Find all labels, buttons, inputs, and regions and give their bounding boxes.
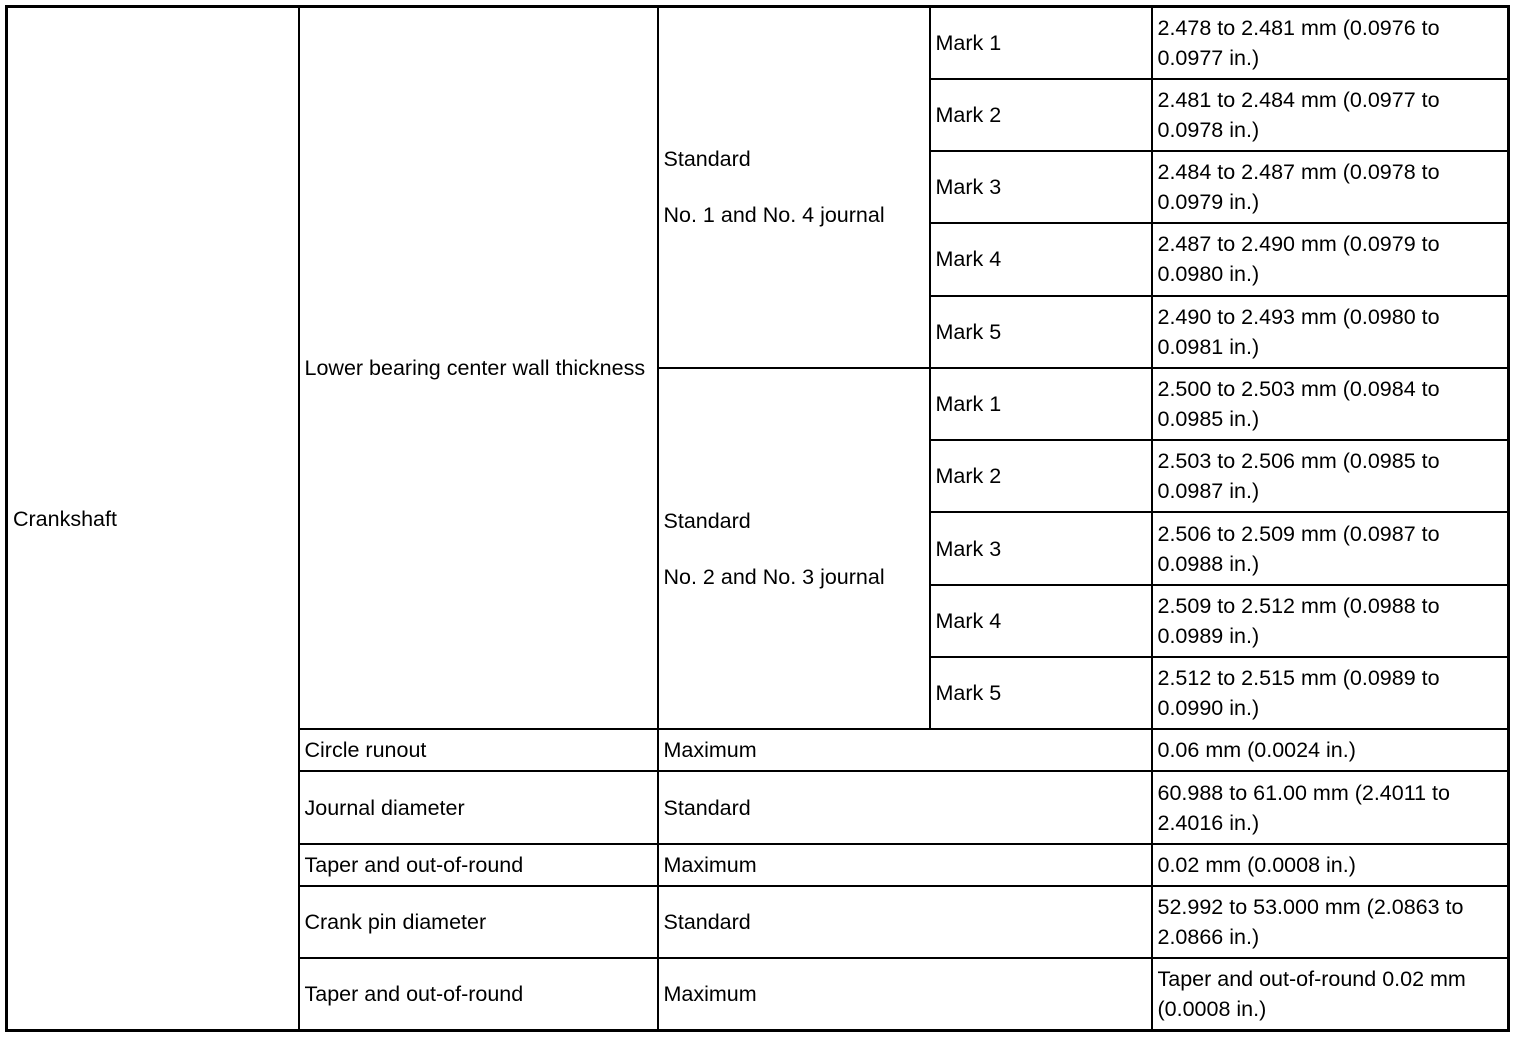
mark-cell: Mark 5 [930, 657, 1152, 729]
condition-cell: Maximum [658, 958, 1152, 1030]
item-cell: Crank pin diameter [299, 886, 658, 958]
mark-cell: Mark 1 [930, 368, 1152, 440]
condition-cell: Standard [658, 771, 1152, 843]
mark-cell: Mark 4 [930, 585, 1152, 657]
value-cell: 2.487 to 2.490 mm (0.0979 to 0.0980 in.) [1152, 223, 1509, 295]
condition-cell: Maximum [658, 729, 1152, 771]
value-cell: 2.506 to 2.509 mm (0.0987 to 0.0988 in.) [1152, 512, 1509, 584]
mark-cell: Mark 3 [930, 151, 1152, 223]
value-cell: 2.512 to 2.515 mm (0.0989 to 0.0990 in.) [1152, 657, 1509, 729]
condition-cell: Standard No. 1 and No. 4 journal [658, 7, 930, 368]
mark-cell: Mark 3 [930, 512, 1152, 584]
value-cell: 2.503 to 2.506 mm (0.0985 to 0.0987 in.) [1152, 440, 1509, 512]
mark-cell: Mark 2 [930, 440, 1152, 512]
value-cell: 0.02 mm (0.0008 in.) [1152, 844, 1509, 886]
item-cell: Taper and out-of-round [299, 844, 658, 886]
value-cell: 2.481 to 2.484 mm (0.0977 to 0.0978 in.) [1152, 79, 1509, 151]
value-cell: 2.509 to 2.512 mm (0.0988 to 0.0989 in.) [1152, 585, 1509, 657]
condition-cell: Standard [658, 886, 1152, 958]
value-cell: 2.490 to 2.493 mm (0.0980 to 0.0981 in.) [1152, 296, 1509, 368]
mark-cell: Mark 2 [930, 79, 1152, 151]
condition-cell: Maximum [658, 844, 1152, 886]
condition-cell: Standard No. 2 and No. 3 journal [658, 368, 930, 729]
value-cell: Taper and out-of-round 0.02 mm (0.0008 in.) [1152, 958, 1509, 1030]
value-cell: 52.992 to 53.000 mm (2.0863 to 2.0866 in.) [1152, 886, 1509, 958]
table-row [7, 7, 1509, 79]
item-cell: Lower bearing center wall thickness [299, 7, 658, 730]
value-cell: 0.06 mm (0.0024 in.) [1152, 729, 1509, 771]
value-cell: 2.500 to 2.503 mm (0.0984 to 0.0985 in.) [1152, 368, 1509, 440]
item-cell: Circle runout [299, 729, 658, 771]
component-cell: Crankshaft [7, 7, 299, 1031]
mark-cell: Mark 4 [930, 223, 1152, 295]
mark-cell: Mark 5 [930, 296, 1152, 368]
crankshaft-spec-table [5, 5, 1510, 1032]
value-cell: 60.988 to 61.00 mm (2.4011 to 2.4016 in.) [1152, 771, 1509, 843]
item-cell: Taper and out-of-round [299, 958, 658, 1030]
value-cell: 2.484 to 2.487 mm (0.0978 to 0.0979 in.) [1152, 151, 1509, 223]
mark-cell: Mark 1 [930, 7, 1152, 79]
item-cell: Journal diameter [299, 771, 658, 843]
value-cell: 2.478 to 2.481 mm (0.0976 to 0.0977 in.) [1152, 7, 1509, 79]
